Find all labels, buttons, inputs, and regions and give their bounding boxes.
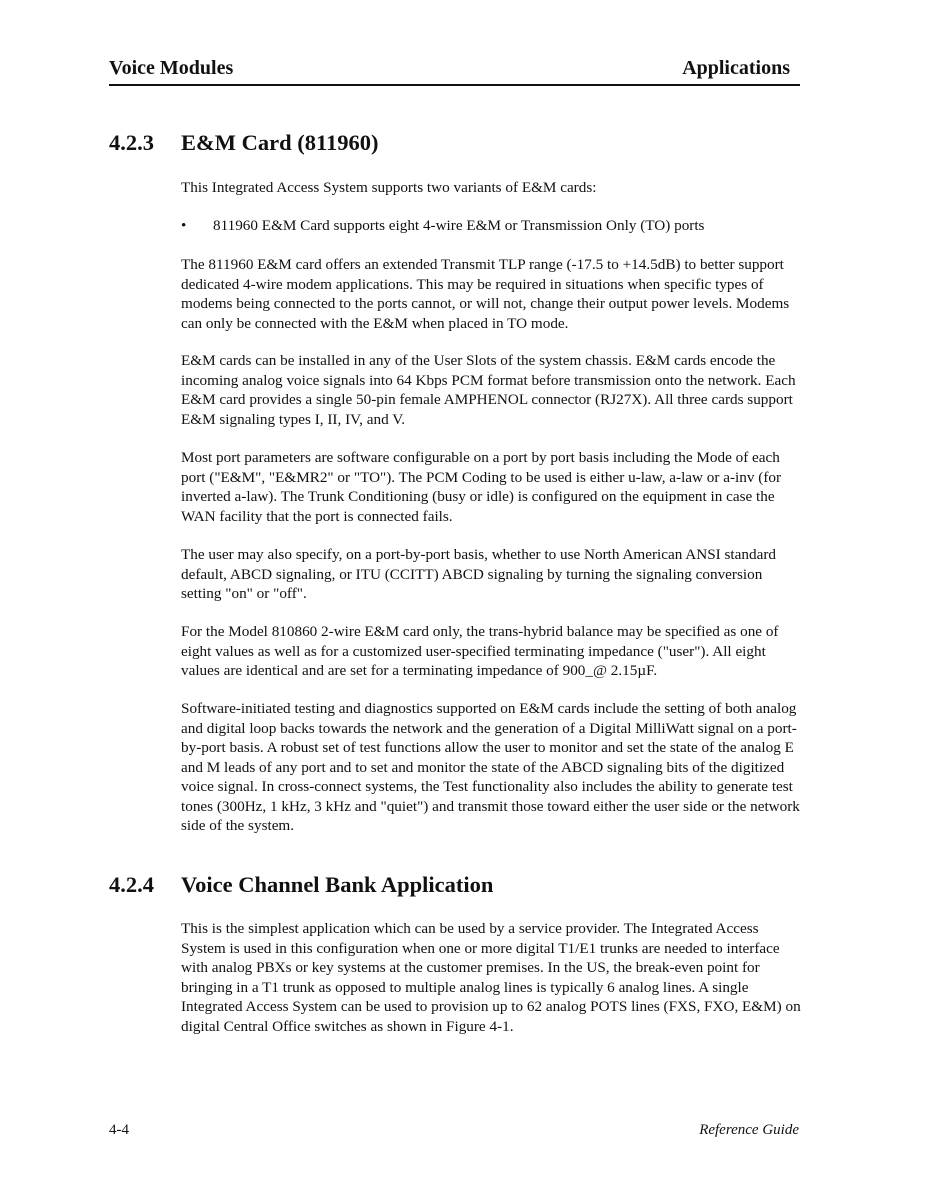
paragraph-text: For the Model 810860 2-wire E&M card only, the trans-hybrid balance may be specified as one of eight values as well as for a customized user-specified terminating impedance ("user"). All eight values are identical and are set for a terminating impedance of 900_@ 2.15µF. bbox=[181, 623, 779, 679]
bullet-list bbox=[181, 216, 801, 236]
paragraph-signaling bbox=[181, 545, 801, 604]
intro-paragraph: This Integrated Access System supports two variants of E&M cards: bbox=[181, 179, 597, 196]
paragraph-trans-hybrid bbox=[181, 622, 801, 681]
paragraph-port-parameters bbox=[181, 448, 801, 526]
paragraph-text: Most port parameters are software configurable on a port by port basis including the Mode of each port ("E&M", "E&MR2" or "TO"). The PCM Coding to be used is either u-law, a-law or a-inv (for inverted a-law). The Trunk Conditioning (busy or idle) is configured on the equipment in case the WAN facility that the port is connected fails. bbox=[181, 449, 782, 525]
header-chapter-title: Voice Modules bbox=[109, 57, 234, 79]
bullet-dot: • bbox=[181, 217, 187, 234]
page-header bbox=[109, 56, 800, 86]
paragraph-text: The 811960 E&M card offers an extended Transmit TLP range (-17.5 to +14.5dB) to better support dedicated 4-wire modem applications. This may be required in situations when specific types of modems being connected to the ports cannot, or will not, change their output power levels. Modems can only be connected with the E&M when placed in TO mode. bbox=[181, 256, 790, 332]
section-title: E&M Card (811960) bbox=[181, 130, 379, 155]
footer-doc-title: Reference Guide bbox=[699, 1122, 799, 1138]
bullet-text: 811960 E&M Card supports eight 4-wire E&M or Transmission Only (TO) ports bbox=[213, 217, 705, 234]
paragraph-text: E&M cards can be installed in any of the User Slots of the system chassis. E&M cards encode the incoming analog voice signals into 64 Kbps PCM format before transmission onto the network. Each E&M card provides a single 50-pin female AMPHENOL connector (RJ27X). All three cards support E&M signaling types I, II, IV, and V. bbox=[181, 352, 796, 428]
paragraph-channel-bank bbox=[181, 919, 801, 1036]
page-number: 4-4 bbox=[109, 1122, 129, 1138]
header-section-title: Applications bbox=[682, 57, 790, 79]
section-heading-4-2-4 bbox=[109, 871, 493, 899]
section-4-2-3-intro bbox=[181, 178, 801, 198]
paragraph-slots bbox=[181, 351, 801, 429]
section-heading-4-2-3 bbox=[109, 129, 378, 157]
bullet-item bbox=[181, 216, 801, 236]
paragraph-testing bbox=[181, 699, 801, 836]
paragraph-tlp bbox=[181, 255, 801, 333]
section-number: 4.2.4 bbox=[109, 872, 154, 897]
paragraph-text: This is the simplest application which can be used by a service provider. The Integrated Access System is used in this configuration when one or more digital T1/E1 trunks are needed to interface with analog PBXs or key systems at the customer premises. In the US, the break-even point for bringing in a T1 trunk as opposed to multiple analog lines is typically 6 analog lines. A single Integrated Access System can be used to provision up to 62 analog POTS lines (FXS, FXO, E&M) on digital Central Office switches as shown in Figure 4-1. bbox=[181, 920, 801, 1035]
section-number: 4.2.3 bbox=[109, 130, 154, 155]
section-title: Voice Channel Bank Application bbox=[181, 872, 494, 897]
paragraph-text: The user may also specify, on a port-by-port basis, whether to use North American ANSI standard default, ABCD signaling, or ITU (CCITT) ABCD signaling by turning the signaling conversion setting "on" or "off". bbox=[181, 546, 776, 602]
paragraph-text: Software-initiated testing and diagnostics supported on E&M cards include the setting of both analog and digital loop backs towards the network and the generation of a Digital MilliWatt signal on a port-by-port basis. A robust set of test functions allow the user to monitor and set the state of the analog E and M leads of any port and to set and monitor the state of the ABCD signaling bits of the digitized voice signal. In cross-connect systems, the Test functionality also includes the ability to generate test tones (300Hz, 1 kHz, 3 kHz and "quiet") and transmit those toward either the user side or the network side of the system. bbox=[181, 700, 800, 834]
